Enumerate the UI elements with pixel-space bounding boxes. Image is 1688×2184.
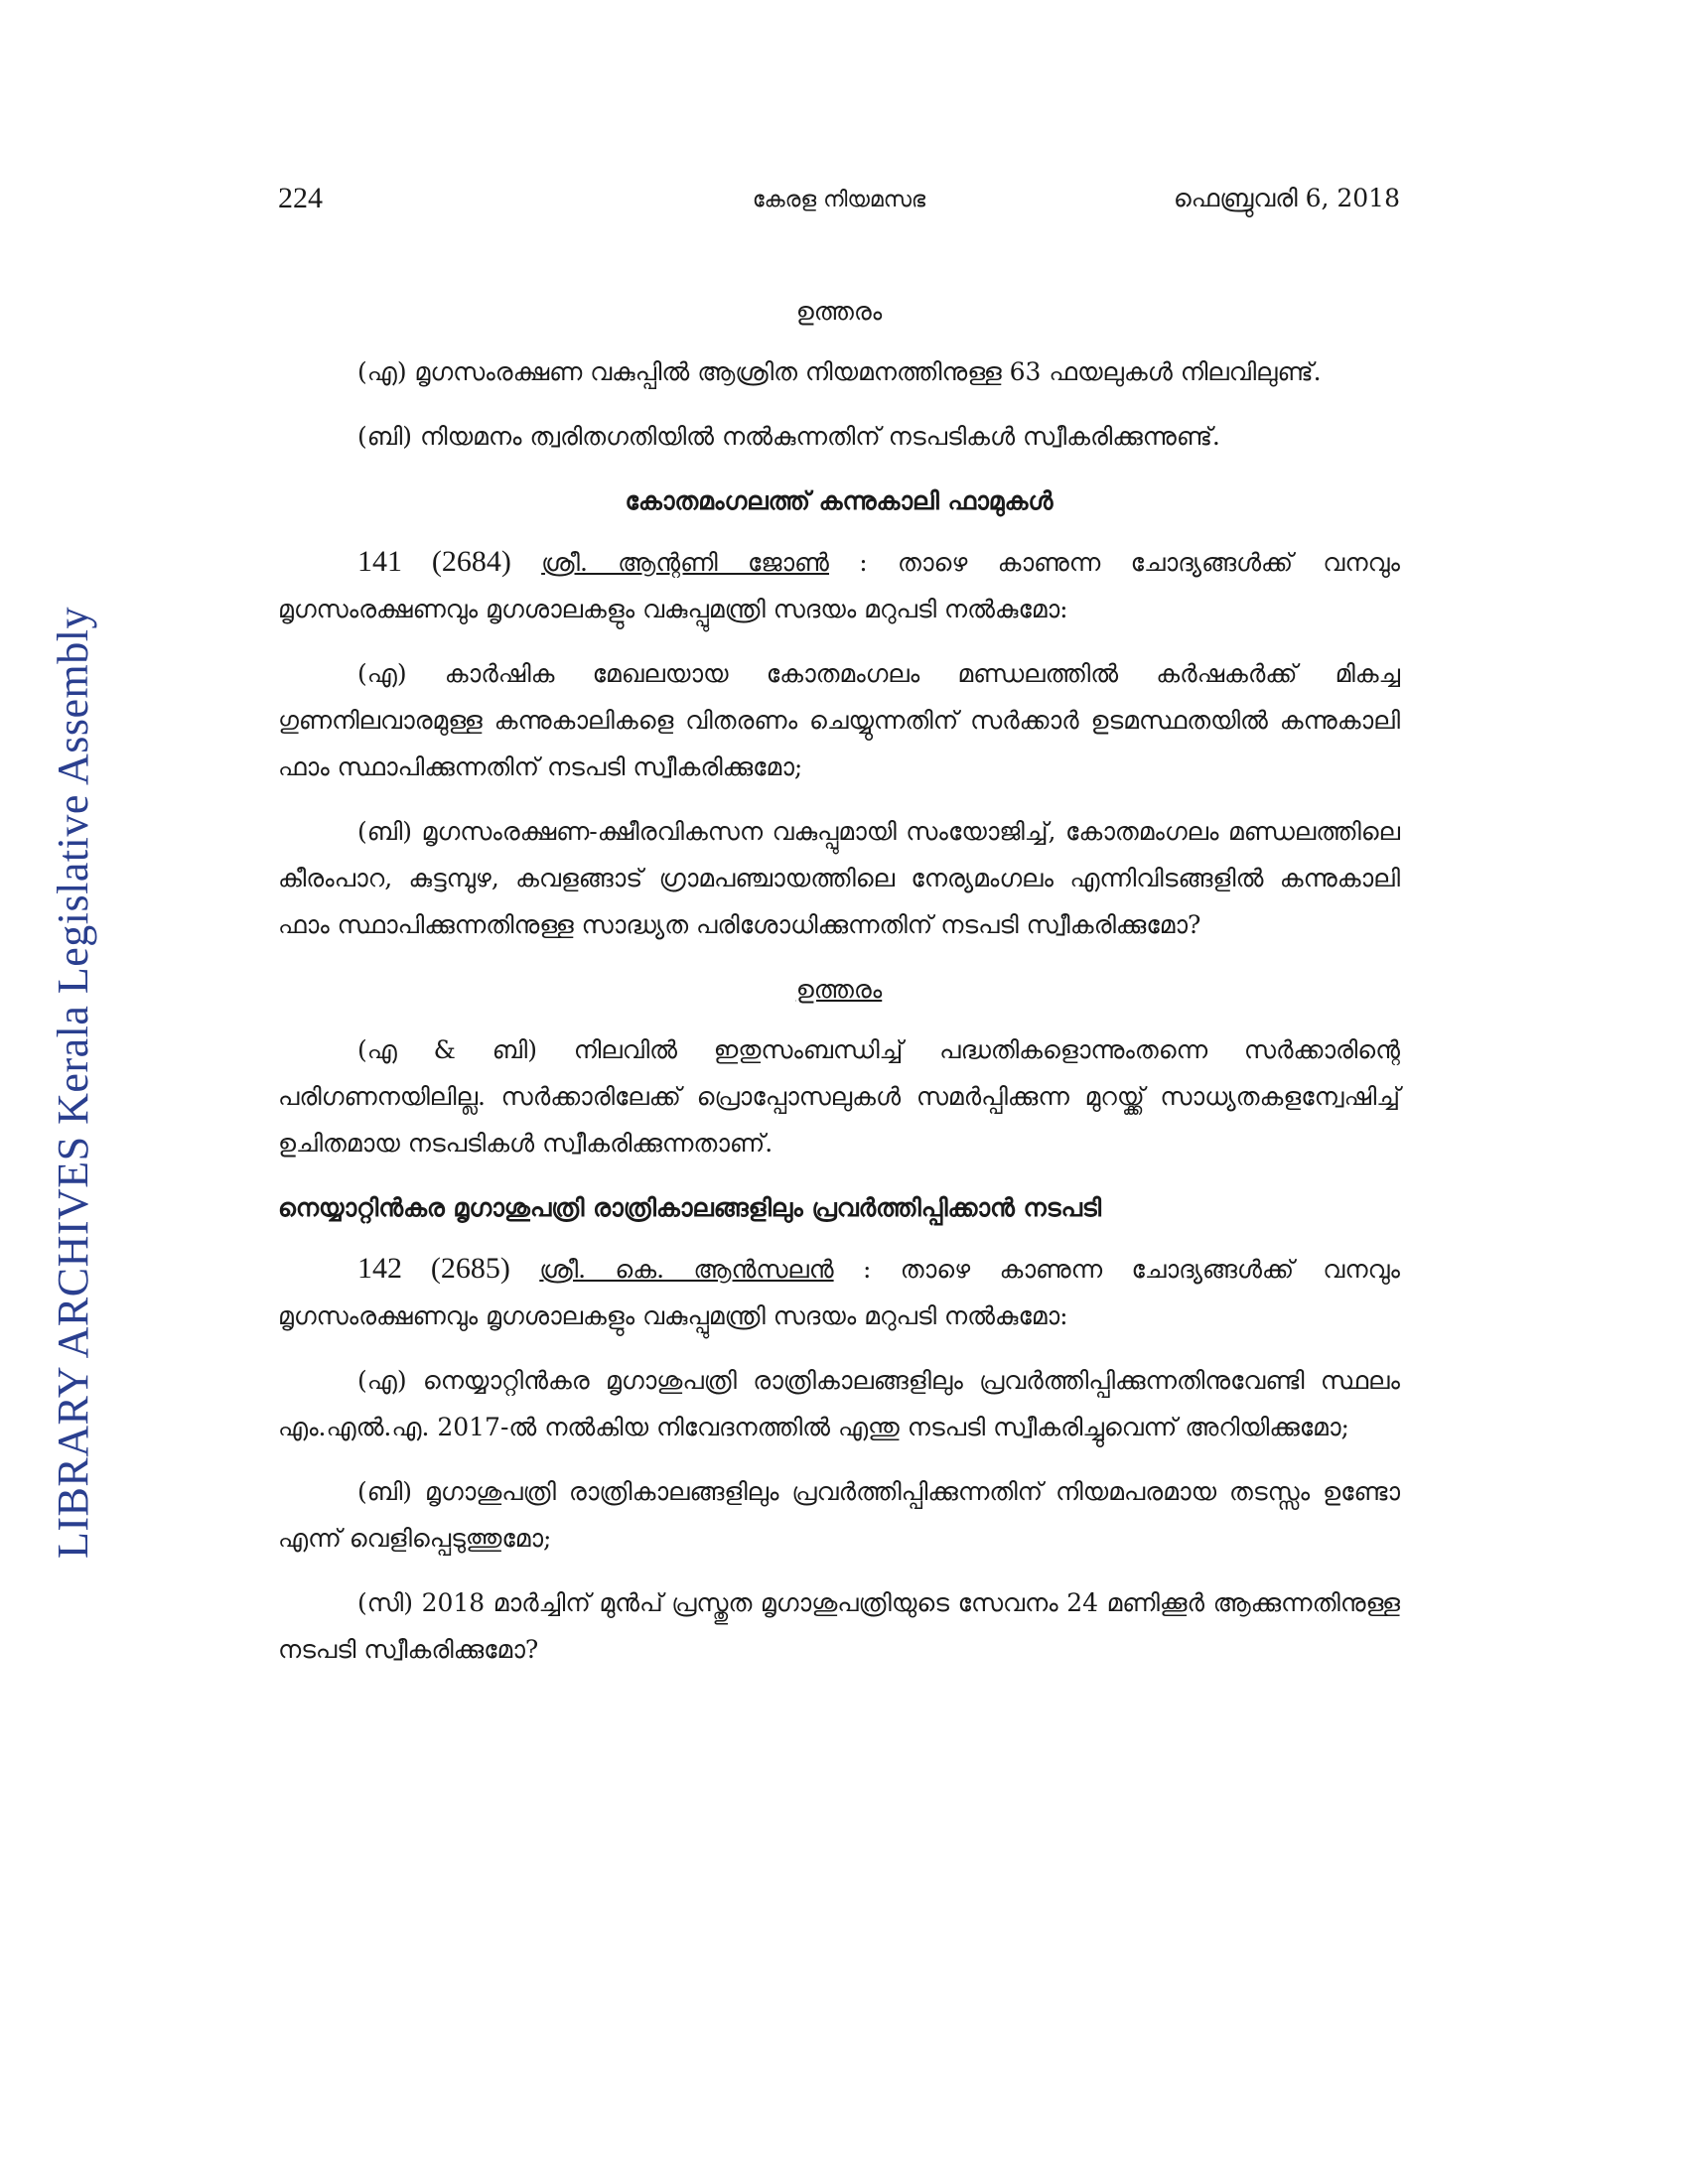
member-name: ശ്രീ. ആന്റണി ജോൺ: [541, 548, 829, 577]
answer-141: (എ & ബി) നിലവിൽ ഇതുസംബന്ധിച്ച് പദ്ധതികളൊന്നുംതന്നെ സർക്കാരിന്റെ പരിഗണനയിലില്ല. സർക്കാരിലേക്ക് പ്രൊപ്പോസലുകൾ സമർപ്പിക്കുന്ന മുറയ്ക്ക് സാധ്യതകളന്വേഷിച്ച് ഉചിതമായ നടപടികൾ സ്വീകരിക്കുന്നതാണ്.: [278, 1035, 1400, 1158]
question-141-title: കോതമംഗലത്ത് കന്നുകാലി ഫാമുകൾ: [625, 486, 1054, 515]
answer-a: (എ) മൃഗസംരക്ഷണ വകുപ്പിൽ ആശ്രിത നിയമനത്തിനുള്ള 63 ഫയലുകൾ നിലവിലുണ്ട്.: [357, 357, 1322, 386]
answer-heading: ഉത്തരം: [795, 297, 883, 326]
answer-b: (ബി) നിയമനം ത്വരിതഗതിയിൽ നൽകുന്നതിന് നടപടികൾ സ്വീകരിക്കുന്നുണ്ട്.: [357, 422, 1220, 451]
question-number: 142 (2685): [357, 1252, 510, 1285]
question-141-b: (ബി) മൃഗസംരക്ഷണ-ക്ഷീരവികസന വകുപ്പുമായി സംയോജിച്ച്, കോതമംഗലം മണ്ഡലത്തിലെ കീരംപാറ, കുട്ടമ്പുഴ, കവളങ്ങാട് ഗ്രാമപഞ്ചായത്തിലെ നേര്യമംഗലം എന്നിവിടങ്ങളിൽ കന്നുകാലി ഫാം സ്ഥാപിക്കുന്നതിനുള്ള സാദ്ധ്യത പരിശോധിക്കുന്നതിന് നടപടി സ്വീകരിക്കുമോ?: [278, 817, 1400, 939]
page-number: 224: [278, 182, 323, 214]
question-141-a: (എ) കാർഷിക മേഖലയായ കോതമംഗലം മണ്ഡലത്തിൽ കർഷകർക്ക് മികച്ച ഗുണനിലവാരമുള്ള കന്നുകാലികളെ വിതരണം ചെയ്യുന്നതിന് സർക്കാർ ഉടമസ്ഥതയിൽ കന്നുകാലി ഫാം സ്ഥാപിക്കുന്നതിന് നടപടി സ്വീകരിക്കുമോ;: [278, 659, 1400, 781]
header-date: ഫെബ്രുവരി 6, 2018: [1173, 184, 1400, 212]
page-content: [278, 288, 1400, 1673]
member-name: ശ്രീ. കെ. ആൻസലൻ: [539, 1255, 834, 1284]
page-header: [278, 182, 1400, 221]
question-142-a: (എ) നെയ്യാറ്റിൻകര മൃഗാശുപത്രി രാത്രികാലങ്ങളിലും പ്രവർത്തിപ്പിക്കുന്നതിനുവേണ്ടി സ്ഥലം എം.എൽ.എ. 2017-ൽ നൽകിയ നിവേദനത്തിൽ എന്തു നടപടി സ്വീകരിച്ചുവെന്ന് അറിയിക്കുമോ;: [278, 1366, 1400, 1441]
question-142-intro: [278, 1245, 1400, 1339]
question-141-intro: [278, 538, 1400, 632]
question-number: 141 (2684): [357, 545, 511, 578]
answer-heading: ഉത്തരം: [795, 975, 883, 1004]
question-intro-text: : താഴെ കാണുന്ന ചോദ്യങ്ങൾക്ക് വനവും മൃഗസംരക്ഷണവും മൃഗശാലകളും വകുപ്പുമന്ത്രി സദയം മറുപടി നൽകുമോ:: [278, 1255, 1401, 1330]
library-archives-stamp: LIBRARY ARCHIVES Kerala Legislative Assembly: [49, 607, 97, 1559]
question-intro-text: : താഴെ കാണുന്ന ചോദ്യങ്ങൾക്ക് വനവും മൃഗസംരക്ഷണവും മൃഗശാലകളും വകുപ്പുമന്ത്രി സദയം മറുപടി നൽകുമോ:: [278, 548, 1401, 623]
header-title: കേരള നിയമസഭ: [752, 188, 926, 212]
question-142-c: (സി) 2018 മാർച്ചിന് മുൻപ് പ്രസ്തുത മൃഗാശുപത്രിയുടെ സേവനം 24 മണിക്കൂർ ആക്കുന്നതിനുള്ള നടപടി സ്വീകരിക്കുമോ?: [278, 1588, 1400, 1664]
question-142-b: (ബി) മൃഗാശുപത്രി രാത്രികാലങ്ങളിലും പ്രവർത്തിപ്പിക്കുന്നതിന് നിയമപരമായ തടസ്സം ഉണ്ടോ എന്ന് വെളിപ്പെടുത്തുമോ;: [278, 1477, 1400, 1553]
question-142-title: നെയ്യാറ്റിൻകര മൃഗാശുപത്രി രാത്രികാലങ്ങളിലും പ്രവർത്തിപ്പിക്കാൻ നടപടി: [278, 1193, 1101, 1222]
